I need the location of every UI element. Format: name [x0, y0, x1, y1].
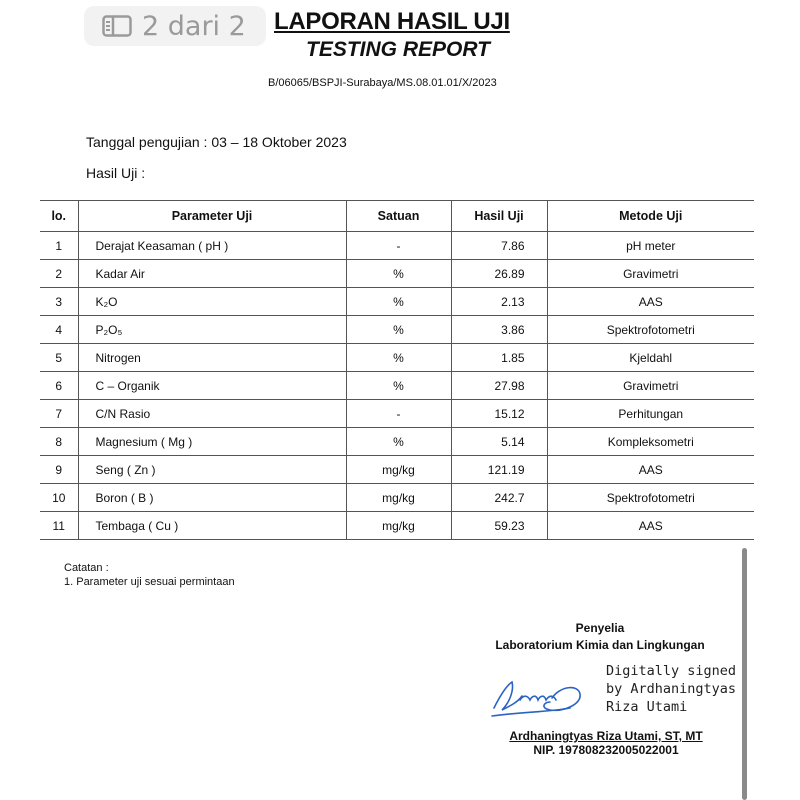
table-row [40, 400, 754, 428]
cell-unit: mg/kg [346, 512, 451, 540]
signer-role: Penyelia [575, 621, 625, 635]
table-row [40, 484, 754, 512]
cell-no: 8 [40, 428, 78, 456]
header-method: Metode Uji [547, 201, 754, 232]
results-table [40, 200, 754, 540]
cell-result: 242.7 [451, 484, 547, 512]
digital-line-2: by Ardhaningtyas [606, 681, 737, 697]
table-row [40, 344, 754, 372]
cell-unit: - [346, 400, 451, 428]
reference-number: B/06065/BSPJI-Surabaya/MS.08.01.01/X/2023 [268, 77, 497, 89]
header-unit: Satuan [346, 201, 451, 232]
table-row [40, 232, 754, 260]
cell-result: 26.89 [451, 260, 547, 288]
page-indicator-text: 2 dari 2 [142, 10, 246, 42]
test-date: Tanggal pengujian : 03 – 18 Oktober 2023 [86, 134, 347, 150]
cell-no: 5 [40, 344, 78, 372]
table-row [40, 316, 754, 344]
cell-parameter: Tembaga ( Cu ) [78, 512, 346, 540]
cell-parameter: P₂O₅ [78, 316, 346, 344]
cell-no: 10 [40, 484, 78, 512]
cell-method: AAS [547, 512, 754, 540]
table-header-row [40, 201, 754, 232]
cell-result: 1.85 [451, 344, 547, 372]
cell-method: Spektrofotometri [547, 316, 754, 344]
header-result: Hasil Uji [451, 201, 547, 232]
digital-line-1: Digitally signed [606, 663, 737, 679]
signer-nip: NIP. 197808232005022001 [533, 743, 679, 757]
cell-unit: % [346, 344, 451, 372]
cell-method: pH meter [547, 232, 754, 260]
cell-parameter: Nitrogen [78, 344, 346, 372]
cell-parameter: Kadar Air [78, 260, 346, 288]
cell-result: 27.98 [451, 372, 547, 400]
notes-item: 1. Parameter uji sesuai permintaan [64, 576, 235, 588]
page-indicator-badge[interactable] [84, 6, 266, 46]
cell-unit: mg/kg [346, 456, 451, 484]
cell-result: 15.12 [451, 400, 547, 428]
results-label: Hasil Uji : [86, 165, 146, 181]
scrollbar[interactable] [742, 548, 747, 800]
table-row [40, 260, 754, 288]
pages-icon [102, 15, 132, 37]
header-no: lo. [40, 201, 78, 232]
cell-unit: % [346, 372, 451, 400]
cell-unit: - [346, 232, 451, 260]
cell-parameter: Magnesium ( Mg ) [78, 428, 346, 456]
cell-result: 59.23 [451, 512, 547, 540]
cell-unit: % [346, 288, 451, 316]
cell-parameter: C – Organik [78, 372, 346, 400]
cell-method: Kjeldahl [547, 344, 754, 372]
cell-method: Kompleksometri [547, 428, 754, 456]
digital-line-3: Riza Utami [606, 699, 688, 715]
cell-method: Spektrofotometri [547, 484, 754, 512]
cell-unit: % [346, 316, 451, 344]
cell-parameter: Seng ( Zn ) [78, 456, 346, 484]
table-row [40, 512, 754, 540]
cell-method: AAS [547, 456, 754, 484]
cell-no: 9 [40, 456, 78, 484]
signer-name: Ardhaningtyas Riza Utami, ST, MT [509, 729, 703, 743]
digital-signature-text [606, 662, 736, 716]
table-row [40, 288, 754, 316]
table-row [40, 428, 754, 456]
cell-method: Gravimetri [547, 260, 754, 288]
cell-result: 3.86 [451, 316, 547, 344]
cell-parameter: Boron ( B ) [78, 484, 346, 512]
cell-result: 5.14 [451, 428, 547, 456]
cell-parameter: C/N Rasio [78, 400, 346, 428]
cell-parameter: K₂O [78, 288, 346, 316]
cell-method: Perhitungan [547, 400, 754, 428]
table-row [40, 456, 754, 484]
signature-block [470, 620, 730, 654]
cell-no: 4 [40, 316, 78, 344]
handwritten-signature [490, 672, 585, 720]
cell-no: 11 [40, 512, 78, 540]
notes [64, 561, 235, 589]
notes-heading: Catatan : [64, 562, 109, 574]
cell-method: AAS [547, 288, 754, 316]
signer-lab: Laboratorium Kimia dan Lingkungan [495, 638, 705, 652]
report-title: LAPORAN HASIL UJI [274, 8, 510, 35]
cell-method: Gravimetri [547, 372, 754, 400]
cell-parameter: Derajat Keasaman ( pH ) [78, 232, 346, 260]
cell-result: 7.86 [451, 232, 547, 260]
cell-no: 7 [40, 400, 78, 428]
cell-no: 3 [40, 288, 78, 316]
cell-unit: % [346, 428, 451, 456]
cell-no: 2 [40, 260, 78, 288]
report-subtitle: TESTING REPORT [306, 38, 490, 61]
cell-unit: % [346, 260, 451, 288]
cell-no: 6 [40, 372, 78, 400]
cell-unit: mg/kg [346, 484, 451, 512]
header-parameter: Parameter Uji [78, 201, 346, 232]
cell-no: 1 [40, 232, 78, 260]
cell-result: 121.19 [451, 456, 547, 484]
table-row [40, 372, 754, 400]
cell-result: 2.13 [451, 288, 547, 316]
